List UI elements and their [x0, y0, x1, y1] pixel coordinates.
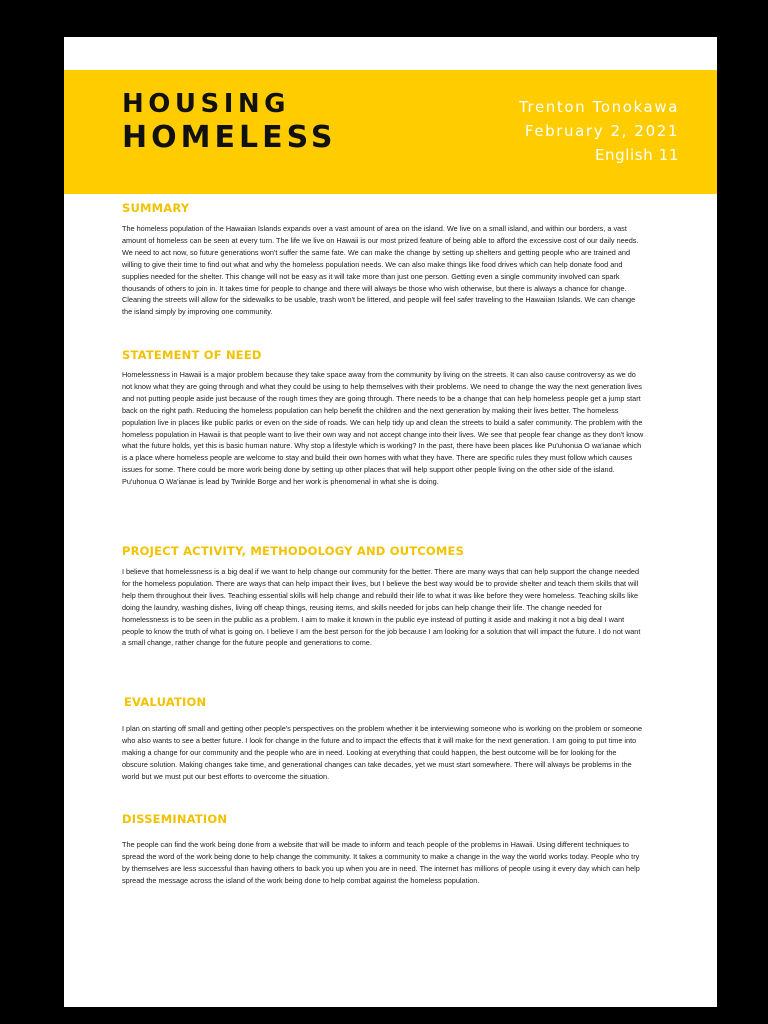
section-body-project-activity: I believe that homelessness is a big deal if we want to help change our community for the better. There are many ways that can help support the change needed for the homeless population. There are ways that can help impact their lives, but I believe the best way would be to provide shelter and teach them skills that will help them throughout their lives. Teaching essential skills will help change and rebuild their life to what it was like before they were homeless. Teaching skills like doing the laundry, washing dishes, living off cheap things, reusing items, and skills needed for jobs can help change their life. The change needed for homelessness is to be seen in the public as a problem. I aim to make it known in the public eye instead of putting it aside and making it not a big deal I want people to know the truth of what is going on. I believe I am the best person for the job because I am looking for a solution that will impact the future. I do not want a small change, rather change for the future people and generations to come.: [122, 567, 641, 648]
section-heading-summary: SUMMARY: [122, 201, 190, 215]
section-heading-statement-of-need: STATEMENT OF NEED: [122, 348, 262, 362]
section-heading-dissemination: DISSEMINATION: [122, 812, 228, 826]
document-page: [64, 37, 717, 1007]
title-line-housing: HOUSING: [122, 89, 290, 119]
section-body-evaluation: I plan on starting off small and getting other people's perspectives on the problem whether it be interviewing someone who is working on the problem or someone who also wants to see a better future. I look for change in the future and to impact the effects that it will make for the next generation. I am going to put time into making a change for our community and the people who are in need. Looking at everything that could happen, the best outcome will be for looking for the obscure solution. Making changes take time, and generational changes can take decades, yet we must start somewhere. There will always be problems in the world but we must put our best efforts to overcome the situation.: [122, 724, 643, 781]
author-block: [519, 95, 679, 167]
section-body-dissemination: The people can find the work being done from a website that will be made to inform and teach people of the problems in Hawaii. Using different techniques to spread the word of the work being done to help change the community. It takes a community to make a change in the way the world works today. People who try by themselves are less successful than having others to back you up when you are in need. The internet has millions of people using it every day which can help spread the message across the island of the work being done to help combat against the homeless population.: [122, 840, 640, 885]
section-heading-project-activity: PROJECT ACTIVITY, METHODOLOGY AND OUTCOMES: [122, 544, 465, 558]
section-heading-evaluation: EVALUATION: [124, 695, 207, 709]
section-body-summary: The homeless population of the Hawaiian Islands expands over a vast amount of area on the island. We live on a small island, and within our borders, a vast amount of homeless can be seen at every turn. The life we live on Hawaii is our most prized feature of being able to afford the excessive cost of our daily needs. We need to act now, so future generations won't suffer the same fate. We can make the change by setting up shelters and getting people who are trained and willing to give their time to find out what and why the homeless population needs. We can also make things like food drives which can help donate food and supplies needed for the shelter. This change will not be easy as it will take more than just one person. Getting even a single community involved can spark thousands of others to join in. It takes time for people to change and there will always be those who wish otherwise, but there is always a chance for change. Cleaning the streets will allow for the sidewalks to be usable, trash won't be littered, and people will feel safer traveling to the Hawaiian Islands. We can change the island simply by improving one community.: [122, 224, 639, 317]
title-banner: [64, 70, 717, 194]
document-date: February 2, 2021: [524, 122, 679, 140]
course-name: English 11: [594, 146, 679, 164]
title-line-homeless: HOMELESS: [122, 120, 337, 155]
section-body-statement-of-need: Homelessness in Hawaii is a major problem because they take space away from the community by living on the streets. It can also cause controversy as we do not know what they are going through and what they could be using to help themselves with their problems. We need to change the way the next generation lives and not putting people aside just because of the rough times they are going through. There needs to be a change that can help homeless people get a jump start back on the right path. Reducing the homeless population can help benefit the children and the next generation by making their lives better. The homeless population live in places like public parks or even on the side of roads. We can help tidy up and clean the streets to build a safer community. The problem with the homeless population in Hawaii is that people want to live their own way and not accept change into their lives. We see that people fear change as they don't know what the future holds, yet this is basic human nature. Why stop a lifestyle which is working? In the past, there have been places like Pu'uhonua O wa'ianae which is a place where homeless people are welcome to stay and build their own homes with what they have. There are specific rules they must follow which causes issues for some. There could be more work being done by setting up other places that will help support other people living on the other side of the island. Pu'uhonua O Wa'ianae is lead by Twinkle Borge and her work is phenomenal in what she is doing.: [122, 370, 644, 487]
author-name: Trenton Tonokawa: [518, 98, 679, 116]
